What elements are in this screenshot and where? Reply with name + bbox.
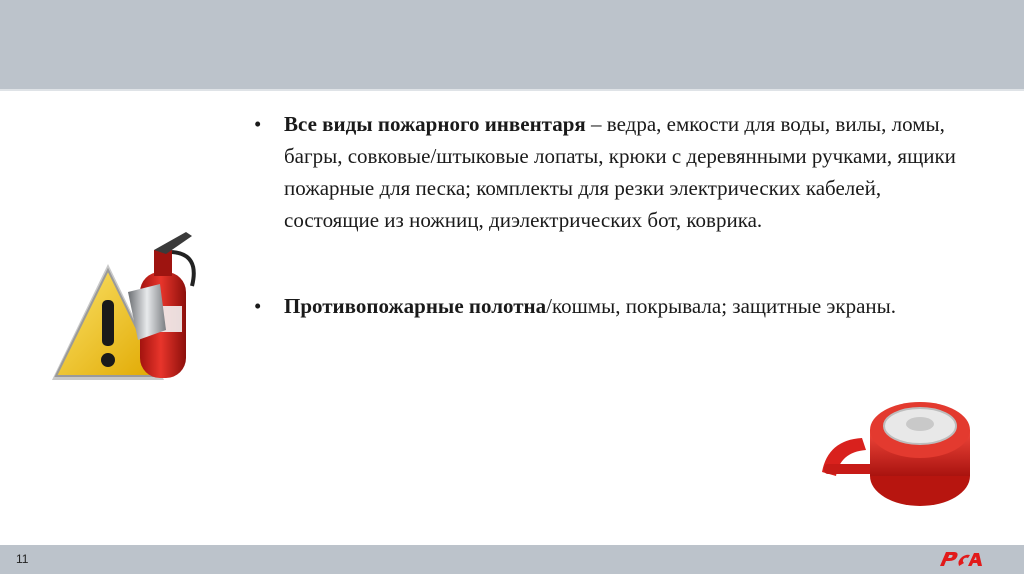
bullet-text: – ведра, емкости для воды, вилы, ломы, багры, совковые/штыковые лопаты, крюки с деревянными ручками, ящики пожарные для песка; комплекты для резки электрических кабелей, состоящие из ножниц, диэлектрических бот, коврика.	[284, 112, 956, 232]
bullet-icon: •	[254, 294, 262, 318]
slide-content	[252, 108, 972, 322]
bullet-heading: Все виды пожарного инвентаря	[284, 112, 586, 136]
slide-number: 11	[16, 552, 29, 566]
header-band	[0, 0, 1024, 89]
bullet-item-inventory	[252, 108, 972, 236]
header-divider	[0, 89, 1024, 91]
footer-band	[0, 545, 1024, 574]
bullet-icon: •	[254, 112, 262, 136]
warning-sign-and-fire-extinguisher-icon	[42, 222, 240, 386]
bullet-item-blankets	[252, 290, 972, 322]
fire-hose-reel-icon	[818, 380, 974, 520]
rzd-logo-icon	[937, 549, 985, 569]
bullet-text: /кошмы, покрывала; защитные экраны.	[546, 294, 897, 318]
bullet-heading: Противопожарные полотна	[284, 294, 547, 318]
